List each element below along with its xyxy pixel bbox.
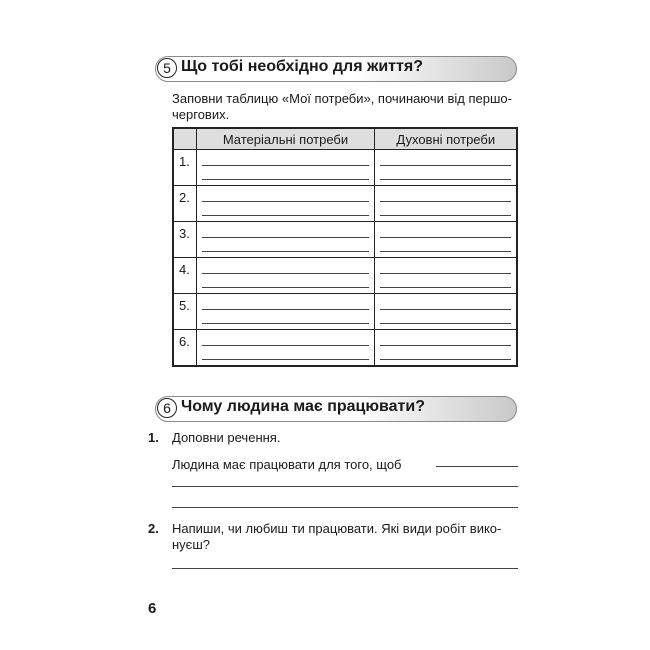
answer-line <box>380 201 511 202</box>
section-number-badge: 6 <box>157 398 177 418</box>
spiritual-needs-cell[interactable] <box>375 222 517 258</box>
answer-line <box>380 215 511 216</box>
answer-line <box>202 359 370 360</box>
table-row <box>173 150 517 186</box>
section-number-badge: 5 <box>157 58 177 78</box>
answer-line <box>202 237 370 238</box>
material-needs-cell[interactable] <box>196 330 375 367</box>
section-5-instruction <box>172 91 512 123</box>
answer-line <box>380 179 511 180</box>
task-1-number: 1. <box>148 430 159 445</box>
answer-line <box>380 323 511 324</box>
task-2-text <box>172 521 501 553</box>
answer-line <box>202 273 370 274</box>
row-number: 5. <box>173 294 196 330</box>
answer-line <box>380 345 511 346</box>
table-row <box>173 186 517 222</box>
answer-line <box>380 309 511 310</box>
answer-line <box>380 251 511 252</box>
material-needs-cell[interactable] <box>196 150 375 186</box>
answer-line <box>202 215 370 216</box>
table-row <box>173 222 517 258</box>
table-header-material: Матеріальні потреби <box>196 128 375 150</box>
needs-table <box>172 127 518 367</box>
answer-line[interactable] <box>172 486 518 487</box>
spiritual-needs-cell[interactable] <box>375 150 517 186</box>
table-row <box>173 294 517 330</box>
table-header-index <box>173 128 196 150</box>
material-needs-cell[interactable] <box>196 186 375 222</box>
answer-line <box>380 287 511 288</box>
answer-line <box>202 251 370 252</box>
task-2-text-line: нуєш? <box>172 537 210 552</box>
section-5-header <box>155 56 518 82</box>
answer-line <box>202 345 370 346</box>
spiritual-needs-cell[interactable] <box>375 330 517 367</box>
section-6-header <box>155 396 518 422</box>
material-needs-cell[interactable] <box>196 258 375 294</box>
answer-line <box>202 165 370 166</box>
task-1-text: Доповни речення. <box>172 430 281 445</box>
row-number: 6. <box>173 330 196 367</box>
answer-line <box>380 165 511 166</box>
row-number: 3. <box>173 222 196 258</box>
answer-line <box>380 359 511 360</box>
table-row <box>173 258 517 294</box>
task-2-number: 2. <box>148 521 159 536</box>
answer-line <box>202 201 370 202</box>
instruction-line: чергових. <box>172 107 230 122</box>
row-number: 1. <box>173 150 196 186</box>
answer-line[interactable] <box>172 507 518 508</box>
answer-line <box>380 273 511 274</box>
section-title: Що тобі необхідно для життя? <box>181 58 423 75</box>
instruction-line: Заповни таблицю «Мої потреби», починаючи від першо- <box>172 91 512 106</box>
spiritual-needs-cell[interactable] <box>375 186 517 222</box>
spiritual-needs-cell[interactable] <box>375 258 517 294</box>
row-number: 4. <box>173 258 196 294</box>
table-header-row <box>173 128 517 150</box>
row-number: 2. <box>173 186 196 222</box>
answer-line[interactable] <box>436 466 518 467</box>
answer-line[interactable] <box>172 568 518 569</box>
table-row <box>173 330 517 367</box>
material-needs-cell[interactable] <box>196 222 375 258</box>
table-header-spiritual: Духовні потреби <box>375 128 517 150</box>
spiritual-needs-cell[interactable] <box>375 294 517 330</box>
answer-line <box>202 323 370 324</box>
answer-line <box>202 179 370 180</box>
material-needs-cell[interactable] <box>196 294 375 330</box>
page-number: 6 <box>148 600 157 617</box>
task-2-text-line: Напиши, чи любиш ти працювати. Які види робіт вико- <box>172 521 502 536</box>
section-title: Чому людина має працювати? <box>181 398 425 415</box>
task-1-sentence: Людина має працювати для того, щоб <box>172 457 402 472</box>
answer-line <box>380 237 511 238</box>
answer-line <box>202 287 370 288</box>
answer-line <box>202 309 370 310</box>
